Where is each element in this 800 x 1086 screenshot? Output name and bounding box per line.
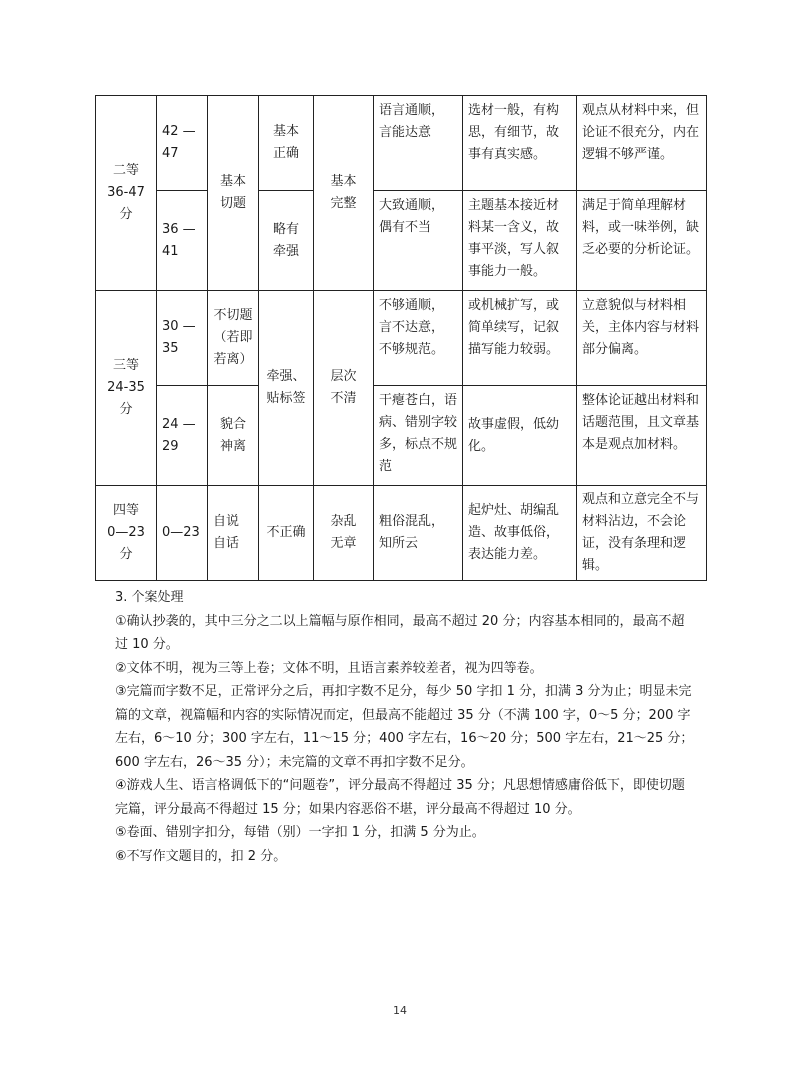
structure-cell: 基本 完整 <box>314 96 374 291</box>
note-item: ①确认抄袭的，其中三分之二以上篇幅与原作相同，最高不超过 20 分；内容基本相同的，最高不超过 10 分。 <box>115 613 685 652</box>
note-item: ②文体不明，视为三等上卷；文体不明，且语言素养较差者，视为四等卷。 <box>115 660 543 676</box>
grade-cell: 三等 24-35 分 <box>96 291 157 486</box>
section-heading: 3. 个案处理 <box>115 590 184 605</box>
material-cell: 主题基本接近材料某一含义，故事平淡，写人叙事能力一般。 <box>463 191 577 291</box>
case-handling-section <box>115 586 695 868</box>
page-number: 14 <box>393 1004 407 1017</box>
structure-cell: 层次 不清 <box>314 291 374 486</box>
note-item: ③完篇而字数不足，正常评分之后，再扣字数不足分，每少 50 字扣 1 分，扣满 3 分为止；明显未完篇的文章，视篇幅和内容的实际情况而定，但最高不能超过 35 分（不满 100 字，0～5 分；200 字左右，6～10 分；300 字左右，11～15 分；400 字左右，16～20 分；500 字左右，21～25 分；600 字左右，26～35 分）；未完篇的文章不再扣字数不足分。 <box>115 684 694 770</box>
language-cell: 不够通顺， 言不达意， 不够规范。 <box>374 291 463 386</box>
argument-cell: 立意貌似与材料相关，主体内容与材料部分偏离。 <box>577 291 707 386</box>
topic-cell: 自说 自话 <box>208 486 259 581</box>
note-item: ⑥不写作文题目的，扣 2 分。 <box>115 848 287 864</box>
argument-cell: 观点和立意完全不与材料沾边，不会论证，没有条理和逻辑。 <box>577 486 707 581</box>
score-range-cell: 42 — 47 <box>157 96 208 191</box>
table-row <box>96 191 707 291</box>
score-range-cell: 0—23 <box>157 486 208 581</box>
language-cell: 语言通顺， 言能达意 <box>374 96 463 191</box>
note-item: ⑤卷面、错别字扣分，每错（别）一字扣 1 分，扣满 5 分为止。 <box>115 825 485 840</box>
table-row <box>96 96 707 191</box>
center-cell: 基本 正确 <box>259 96 314 191</box>
grade-cell: 四等 0—23 分 <box>96 486 157 581</box>
material-cell: 或机械扩写，或简单续写，记叙描写能力较弱。 <box>463 291 577 386</box>
topic-cell: 貌合 神离 <box>208 386 259 486</box>
material-cell: 起炉灶、胡编乱造、故事低俗，表达能力差。 <box>463 486 577 581</box>
score-range-cell: 30 — 35 <box>157 291 208 386</box>
table-row <box>96 291 707 386</box>
score-range-cell: 24 — 29 <box>157 386 208 486</box>
material-cell: 选材一般，有构思，有细节，故事有真实感。 <box>463 96 577 191</box>
grade-cell: 二等 36-47 分 <box>96 96 157 291</box>
topic-cell: 不切题（若即若离） <box>208 291 259 386</box>
argument-cell: 整体论证越出材料和话题范围，且文章基本是观点加材料。 <box>577 386 707 486</box>
structure-cell: 杂乱 无章 <box>314 486 374 581</box>
center-cell: 不正确 <box>259 486 314 581</box>
grading-table <box>95 95 707 581</box>
center-cell: 略有 牵强 <box>259 191 314 291</box>
table-row <box>96 386 707 486</box>
argument-cell: 满足于简单理解材料，或一味举例，缺乏必要的分析论证。 <box>577 191 707 291</box>
note-item: ④游戏人生、语言格调低下的“问题卷”，评分最高不得超过 35 分；凡思想情感庸俗低下，即使切题完篇，评分最高不得超过 15 分；如果内容恶俗不堪，评分最高不得超过 10 分。 <box>115 778 685 817</box>
topic-cell: 基本 切题 <box>208 96 259 291</box>
score-range-cell: 36 — 41 <box>157 191 208 291</box>
language-cell: 干瘪苍白，语病、错别字较多，标点不规范 <box>374 386 463 486</box>
argument-cell: 观点从材料中来，但论证不很充分，内在逻辑不够严谨。 <box>577 96 707 191</box>
language-cell: 粗俗混乱， 知所云 <box>374 486 463 581</box>
center-cell: 牵强、 贴标签 <box>259 291 314 486</box>
material-cell: 故事虚假，低幼化。 <box>463 386 577 486</box>
language-cell: 大致通顺， 偶有不当 <box>374 191 463 291</box>
table-row <box>96 486 707 581</box>
